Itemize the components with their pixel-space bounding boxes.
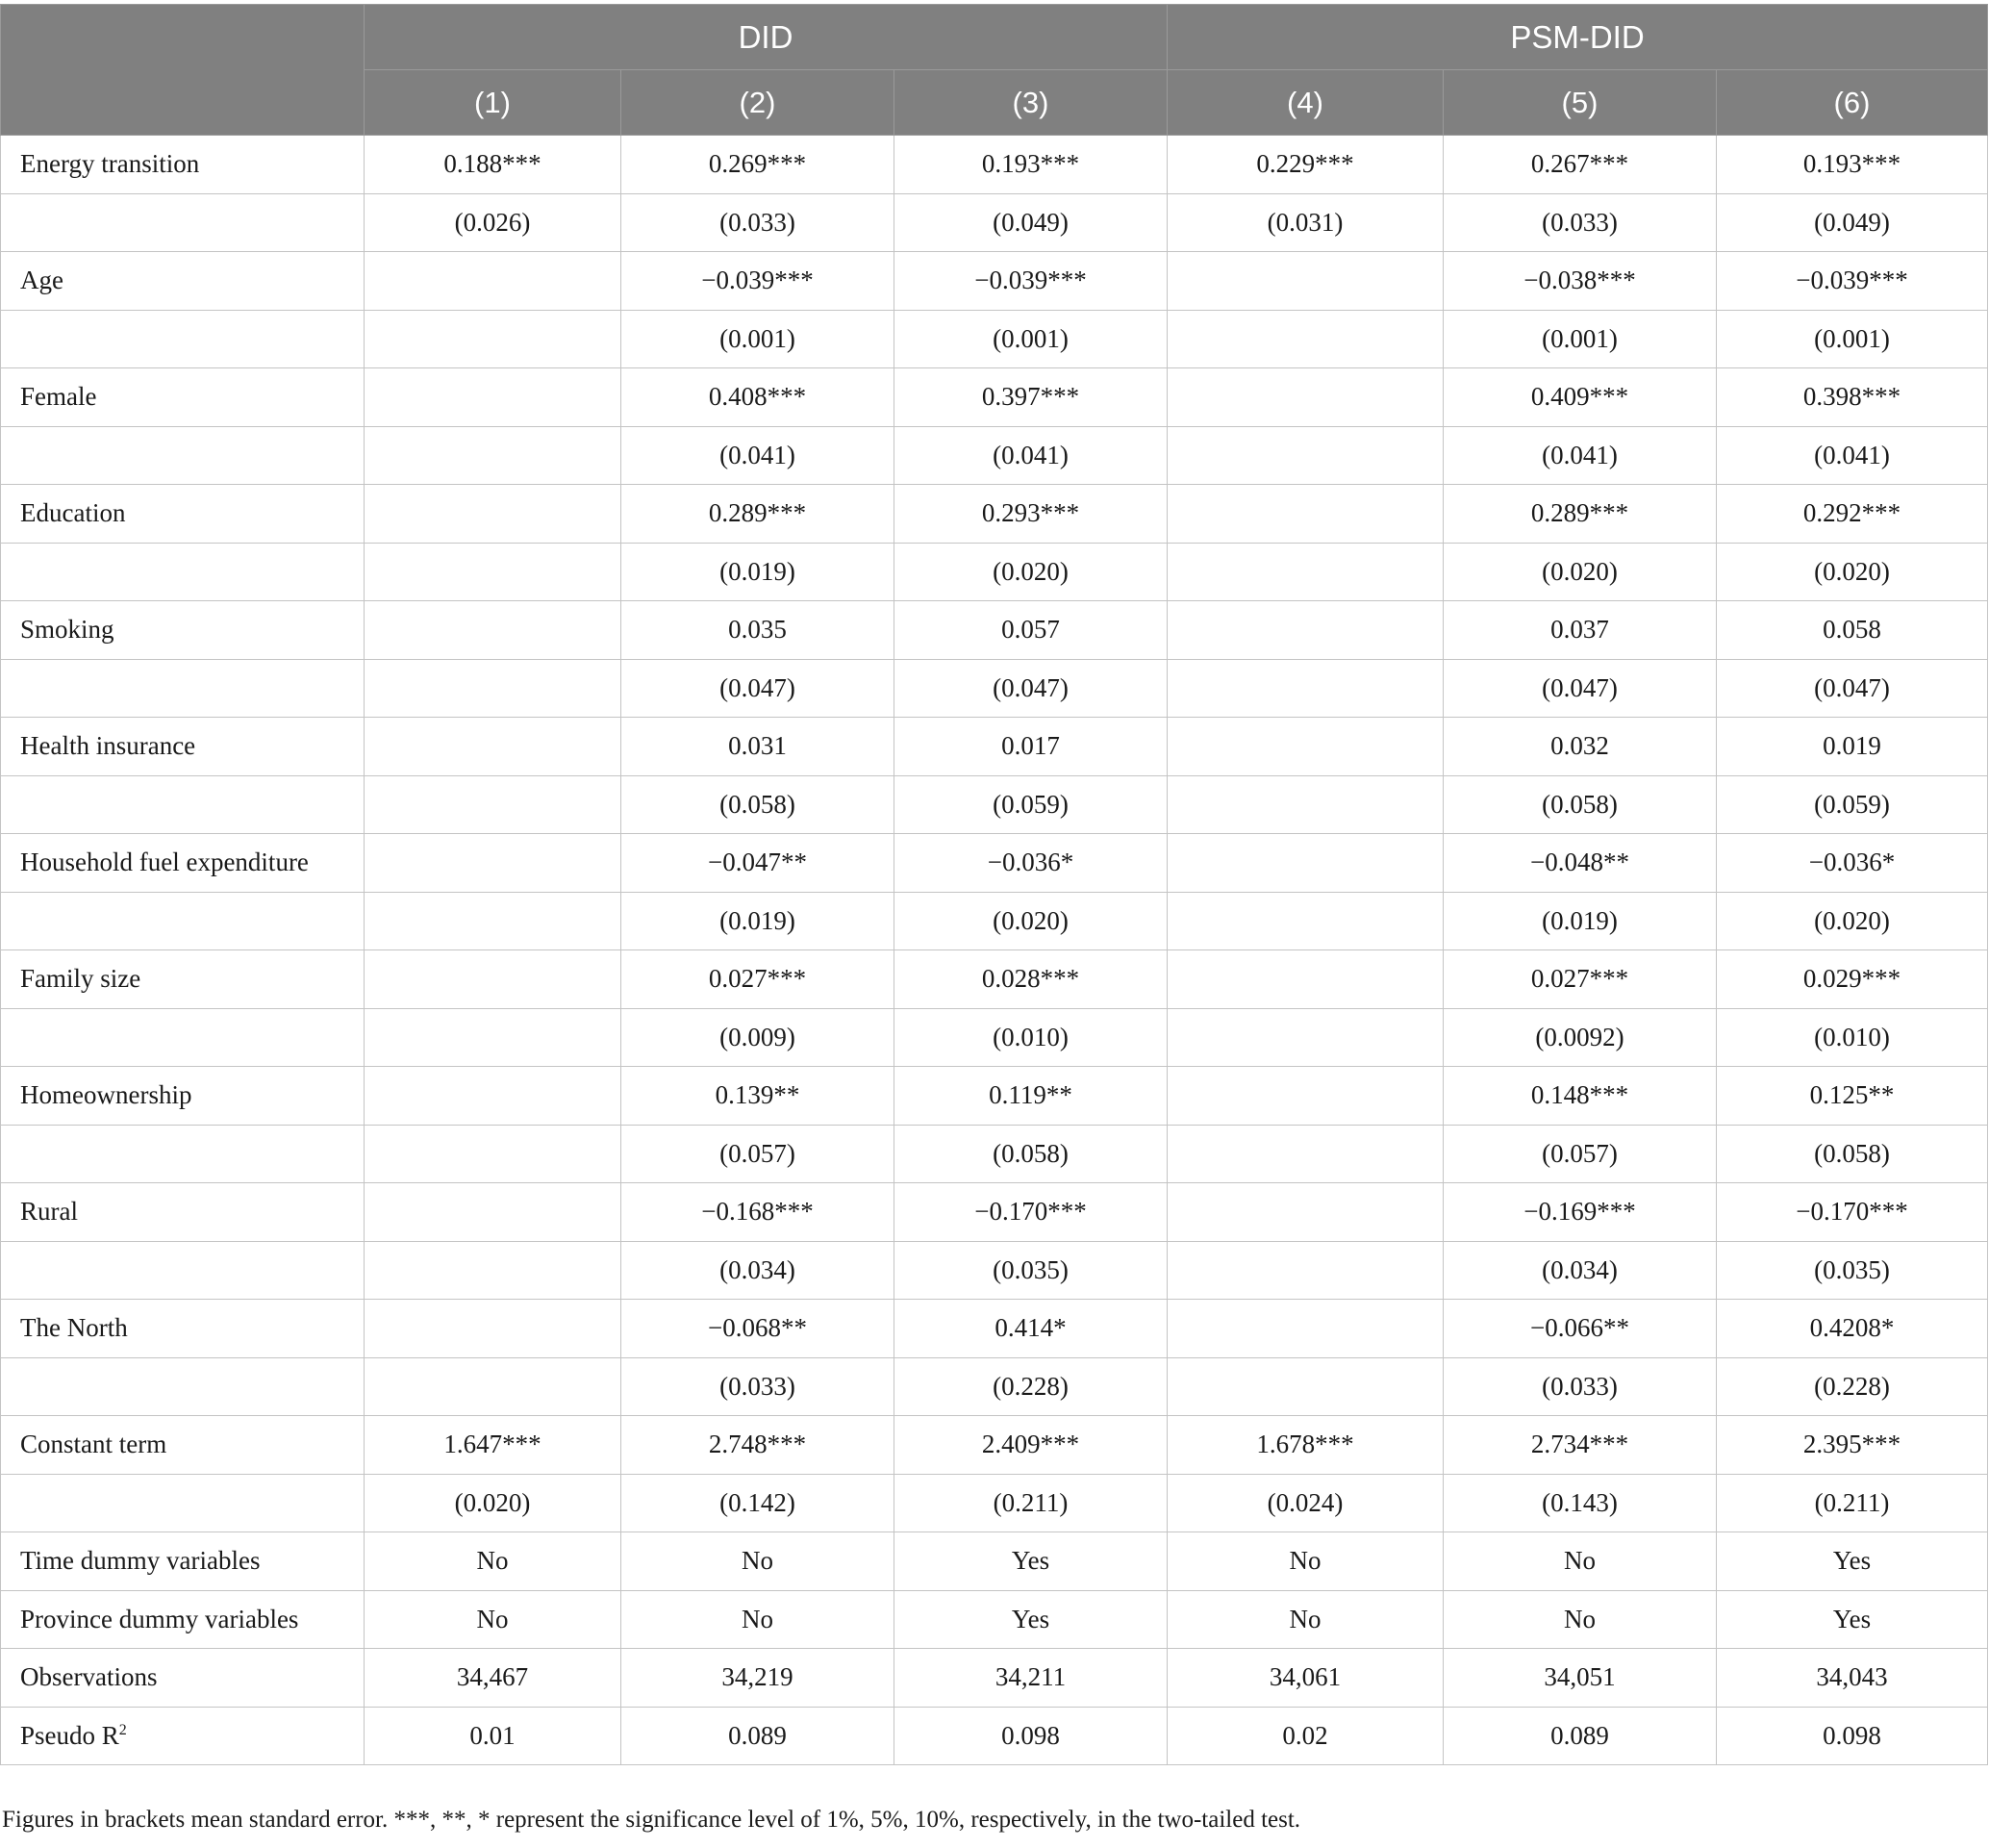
table-cell: 0.188***	[365, 136, 621, 194]
row-label	[1, 193, 365, 252]
table-cell: (0.033)	[1444, 193, 1717, 252]
table-row	[1, 718, 1988, 776]
table-cell: 0.408***	[621, 368, 894, 427]
row-label	[1, 775, 365, 834]
row-label: Family size	[1, 950, 365, 1009]
table-cell: 2.395***	[1717, 1416, 1988, 1475]
table-cell: 0.01	[365, 1707, 621, 1765]
table-cell	[365, 1183, 621, 1242]
row-label	[1, 1474, 365, 1532]
row-label	[1, 659, 365, 718]
table-cell: −0.036*	[1717, 834, 1988, 893]
table-cell: 0.229***	[1168, 136, 1444, 194]
table-cell: (0.058)	[621, 775, 894, 834]
table-cell: (0.024)	[1168, 1474, 1444, 1532]
pseudo-r2-superscript: 2	[118, 1721, 127, 1738]
table-cell: (0.035)	[1717, 1241, 1988, 1300]
table-cell: (0.057)	[621, 1125, 894, 1183]
table-row	[1, 1532, 1988, 1591]
table-cell: (0.019)	[621, 543, 894, 601]
table-cell: −0.039***	[621, 252, 894, 311]
table-cell: −0.047**	[621, 834, 894, 893]
table-cell: (0.034)	[1444, 1241, 1717, 1300]
table-cell: (0.041)	[1717, 426, 1988, 485]
table-cell: No	[1444, 1590, 1717, 1649]
row-label: Province dummy variables	[1, 1590, 365, 1649]
table-cell	[1168, 485, 1444, 544]
table-cell: −0.169***	[1444, 1183, 1717, 1242]
table-cell: −0.039***	[894, 252, 1168, 311]
table-row	[1, 485, 1988, 544]
table-cell: No	[365, 1590, 621, 1649]
table-cell: (0.001)	[1717, 310, 1988, 368]
table-row	[1, 252, 1988, 311]
table-cell: (0.020)	[365, 1474, 621, 1532]
table-cell: Yes	[894, 1532, 1168, 1591]
table-row	[1, 601, 1988, 660]
table-row	[1, 1474, 1988, 1532]
table-cell	[1168, 1008, 1444, 1067]
table-cell	[1168, 718, 1444, 776]
table-cell: (0.228)	[1717, 1357, 1988, 1416]
table-cell: 0.289***	[1444, 485, 1717, 544]
table-cell	[1168, 426, 1444, 485]
table-cell: (0.035)	[894, 1241, 1168, 1300]
table-row	[1, 1416, 1988, 1475]
table-row	[1, 1649, 1988, 1708]
header-column: (4)	[1168, 70, 1444, 136]
table-cell	[365, 310, 621, 368]
table-cell	[1168, 892, 1444, 950]
table-cell: No	[365, 1532, 621, 1591]
row-label: Smoking	[1, 601, 365, 660]
table-cell: 0.029***	[1717, 950, 1988, 1009]
regression-results-table	[0, 4, 1988, 1765]
table-cell: 0.027***	[1444, 950, 1717, 1009]
table-cell: 0.293***	[894, 485, 1168, 544]
row-label	[1, 1357, 365, 1416]
table-cell: −0.048**	[1444, 834, 1717, 893]
table-cell: (0.211)	[1717, 1474, 1988, 1532]
table-cell: (0.033)	[621, 193, 894, 252]
table-cell: 34,467	[365, 1649, 621, 1708]
table-cell: 34,043	[1717, 1649, 1988, 1708]
table-cell: (0.031)	[1168, 193, 1444, 252]
table-row	[1, 1590, 1988, 1649]
row-label	[1, 892, 365, 950]
row-label	[1, 543, 365, 601]
pseudo-r2-label: Pseudo R	[20, 1720, 119, 1750]
table-cell	[365, 368, 621, 427]
table-cell	[365, 1008, 621, 1067]
table-cell: 0.398***	[1717, 368, 1988, 427]
table-row	[1, 950, 1988, 1009]
table-cell	[365, 950, 621, 1009]
row-label	[1, 310, 365, 368]
table-cell: (0.058)	[1444, 775, 1717, 834]
header-column: (5)	[1444, 70, 1717, 136]
table-row	[1, 1357, 1988, 1416]
table-cell	[365, 426, 621, 485]
table-cell: (0.020)	[1717, 892, 1988, 950]
table-cell: 0.267***	[1444, 136, 1717, 194]
table-cell	[1168, 950, 1444, 1009]
table-cell: (0.010)	[1717, 1008, 1988, 1067]
table-cell	[365, 1357, 621, 1416]
table-cell: 0.058	[1717, 601, 1988, 660]
table-row	[1, 543, 1988, 601]
row-label	[1, 1125, 365, 1183]
table-cell: 0.019	[1717, 718, 1988, 776]
table-cell: (0.020)	[1717, 543, 1988, 601]
table-cell	[1168, 1300, 1444, 1358]
table-row	[1, 426, 1988, 485]
table-cell: −0.038***	[1444, 252, 1717, 311]
table-cell	[1168, 368, 1444, 427]
table-cell: −0.066**	[1444, 1300, 1717, 1358]
table-cell	[1168, 543, 1444, 601]
table-row	[1, 310, 1988, 368]
table-cell: (0.041)	[621, 426, 894, 485]
table-cell: 34,051	[1444, 1649, 1717, 1708]
table-cell	[1168, 659, 1444, 718]
table-cell: (0.049)	[1717, 193, 1988, 252]
table-cell: (0.049)	[894, 193, 1168, 252]
table-footnote: Figures in brackets mean standard error. ***, **, * represent the significance level of 1%, 5%, 10%, respectively, in the two-tailed test.	[2, 1807, 1301, 1833]
table-cell: 0.032	[1444, 718, 1717, 776]
row-label: Age	[1, 252, 365, 311]
table-cell	[1168, 1067, 1444, 1126]
table-row	[1, 1067, 1988, 1126]
table-cell: −0.170***	[1717, 1183, 1988, 1242]
row-label	[1, 426, 365, 485]
table-cell: (0.010)	[894, 1008, 1168, 1067]
table-cell: 34,211	[894, 1649, 1168, 1708]
row-label	[1, 1008, 365, 1067]
header-column: (6)	[1717, 70, 1988, 136]
table-cell	[1168, 601, 1444, 660]
row-label: Observations	[1, 1649, 365, 1708]
table-cell: 0.017	[894, 718, 1168, 776]
table-cell: 0.125**	[1717, 1067, 1988, 1126]
table-cell: (0.020)	[894, 892, 1168, 950]
table-cell	[365, 1300, 621, 1358]
table-cell: −0.039***	[1717, 252, 1988, 311]
table-cell: 0.139**	[621, 1067, 894, 1126]
table-cell: (0.033)	[621, 1357, 894, 1416]
table-cell: 2.409***	[894, 1416, 1168, 1475]
table-header	[1, 5, 1988, 136]
table-row	[1, 136, 1988, 194]
table-row	[1, 368, 1988, 427]
table-row-pseudo-r2	[1, 1707, 1988, 1765]
table-cell	[365, 1241, 621, 1300]
table-cell: 0.089	[1444, 1707, 1717, 1765]
row-label: Homeownership	[1, 1067, 365, 1126]
table-footer	[1, 1707, 1988, 1765]
header-column: (1)	[365, 70, 621, 136]
table-cell: 0.4208*	[1717, 1300, 1988, 1358]
table-cell: (0.143)	[1444, 1474, 1717, 1532]
table-cell	[365, 718, 621, 776]
table-cell: 0.031	[621, 718, 894, 776]
table-row	[1, 834, 1988, 893]
table-cell: No	[1168, 1532, 1444, 1591]
table-cell: (0.041)	[894, 426, 1168, 485]
table-cell: 0.397***	[894, 368, 1168, 427]
table-cell: (0.026)	[365, 193, 621, 252]
row-label	[1, 1241, 365, 1300]
header-group-row	[1, 5, 1988, 70]
table-cell: 0.289***	[621, 485, 894, 544]
table-cell: 34,061	[1168, 1649, 1444, 1708]
row-label: Energy transition	[1, 136, 365, 194]
table-cell: 34,219	[621, 1649, 894, 1708]
table-cell: (0.047)	[1444, 659, 1717, 718]
row-label: Female	[1, 368, 365, 427]
table-cell	[1168, 775, 1444, 834]
table-cell	[365, 892, 621, 950]
row-label: Household fuel expenditure	[1, 834, 365, 893]
table-cell	[365, 1067, 621, 1126]
table-cell: (0.058)	[894, 1125, 1168, 1183]
table-cell: 0.035	[621, 601, 894, 660]
table-cell: 0.098	[1717, 1707, 1988, 1765]
table-cell	[1168, 252, 1444, 311]
table-cell: 1.678***	[1168, 1416, 1444, 1475]
table-cell	[1168, 1125, 1444, 1183]
table-cell: (0.041)	[1444, 426, 1717, 485]
row-label: Rural	[1, 1183, 365, 1242]
row-label: Health insurance	[1, 718, 365, 776]
table-cell: No	[621, 1590, 894, 1649]
table-cell: 0.089	[621, 1707, 894, 1765]
table-cell: (0.211)	[894, 1474, 1168, 1532]
table-row	[1, 659, 1988, 718]
table-cell	[1168, 1357, 1444, 1416]
table-cell: Yes	[1717, 1590, 1988, 1649]
table-cell: (0.047)	[621, 659, 894, 718]
table-cell: 0.098	[894, 1707, 1168, 1765]
table-body	[1, 136, 1988, 1708]
table-cell: (0.047)	[894, 659, 1168, 718]
table-cell: −0.068**	[621, 1300, 894, 1358]
table-cell: (0.228)	[894, 1357, 1168, 1416]
table-cell	[365, 485, 621, 544]
header-column: (3)	[894, 70, 1168, 136]
table-cell	[365, 834, 621, 893]
table-cell: 0.027***	[621, 950, 894, 1009]
table-cell: −0.036*	[894, 834, 1168, 893]
table-cell: 0.193***	[894, 136, 1168, 194]
table-cell: No	[621, 1532, 894, 1591]
table-cell	[365, 543, 621, 601]
table-cell: 0.292***	[1717, 485, 1988, 544]
table-cell: (0.057)	[1444, 1125, 1717, 1183]
table-cell: −0.168***	[621, 1183, 894, 1242]
table-cell: (0.058)	[1717, 1125, 1988, 1183]
table-cell: (0.020)	[1444, 543, 1717, 601]
table-cell	[365, 252, 621, 311]
table-cell: (0.001)	[894, 310, 1168, 368]
table-cell: (0.047)	[1717, 659, 1988, 718]
table-row	[1, 1183, 1988, 1242]
row-label	[1, 1707, 365, 1765]
table-row	[1, 1300, 1988, 1358]
table-cell: 0.269***	[621, 136, 894, 194]
table-cell: (0.009)	[621, 1008, 894, 1067]
table-cell	[365, 1125, 621, 1183]
table-cell: (0.034)	[621, 1241, 894, 1300]
table-row	[1, 1008, 1988, 1067]
row-label: Education	[1, 485, 365, 544]
table-cell: 0.02	[1168, 1707, 1444, 1765]
table-cell: (0.142)	[621, 1474, 894, 1532]
table-cell: 1.647***	[365, 1416, 621, 1475]
table-cell	[1168, 310, 1444, 368]
table-cell: (0.019)	[621, 892, 894, 950]
table-cell: 0.148***	[1444, 1067, 1717, 1126]
table-cell	[1168, 1183, 1444, 1242]
row-label: Time dummy variables	[1, 1532, 365, 1591]
table-row	[1, 193, 1988, 252]
header-column: (2)	[621, 70, 894, 136]
table-cell: Yes	[1717, 1532, 1988, 1591]
table-cell	[365, 659, 621, 718]
table-cell: 0.409***	[1444, 368, 1717, 427]
table-cell: 2.734***	[1444, 1416, 1717, 1475]
header-group-did: DID	[365, 5, 1168, 70]
table-row	[1, 892, 1988, 950]
table-cell: (0.019)	[1444, 892, 1717, 950]
table-cell: 0.414*	[894, 1300, 1168, 1358]
row-label: Constant term	[1, 1416, 365, 1475]
table-cell: 0.037	[1444, 601, 1717, 660]
header-empty-cell	[1, 5, 365, 136]
table-cell	[1168, 834, 1444, 893]
table-row	[1, 775, 1988, 834]
table-cell: (0.020)	[894, 543, 1168, 601]
table-row	[1, 1125, 1988, 1183]
table-cell	[1168, 1241, 1444, 1300]
table-cell	[365, 775, 621, 834]
table-cell: No	[1444, 1532, 1717, 1591]
table-row	[1, 1241, 1988, 1300]
table-cell: 0.119**	[894, 1067, 1168, 1126]
table-cell: (0.001)	[621, 310, 894, 368]
table-cell: −0.170***	[894, 1183, 1168, 1242]
table-cell: 0.028***	[894, 950, 1168, 1009]
header-group-psm-did: PSM-DID	[1168, 5, 1988, 70]
table-cell: 0.193***	[1717, 136, 1988, 194]
table-cell: (0.059)	[1717, 775, 1988, 834]
table-cell: (0.033)	[1444, 1357, 1717, 1416]
table-cell: (0.059)	[894, 775, 1168, 834]
table-cell: Yes	[894, 1590, 1168, 1649]
table-cell: 2.748***	[621, 1416, 894, 1475]
table-cell: No	[1168, 1590, 1444, 1649]
table-cell	[365, 601, 621, 660]
row-label: The North	[1, 1300, 365, 1358]
table-cell: (0.001)	[1444, 310, 1717, 368]
table-cell: (0.0092)	[1444, 1008, 1717, 1067]
table-cell: 0.057	[894, 601, 1168, 660]
